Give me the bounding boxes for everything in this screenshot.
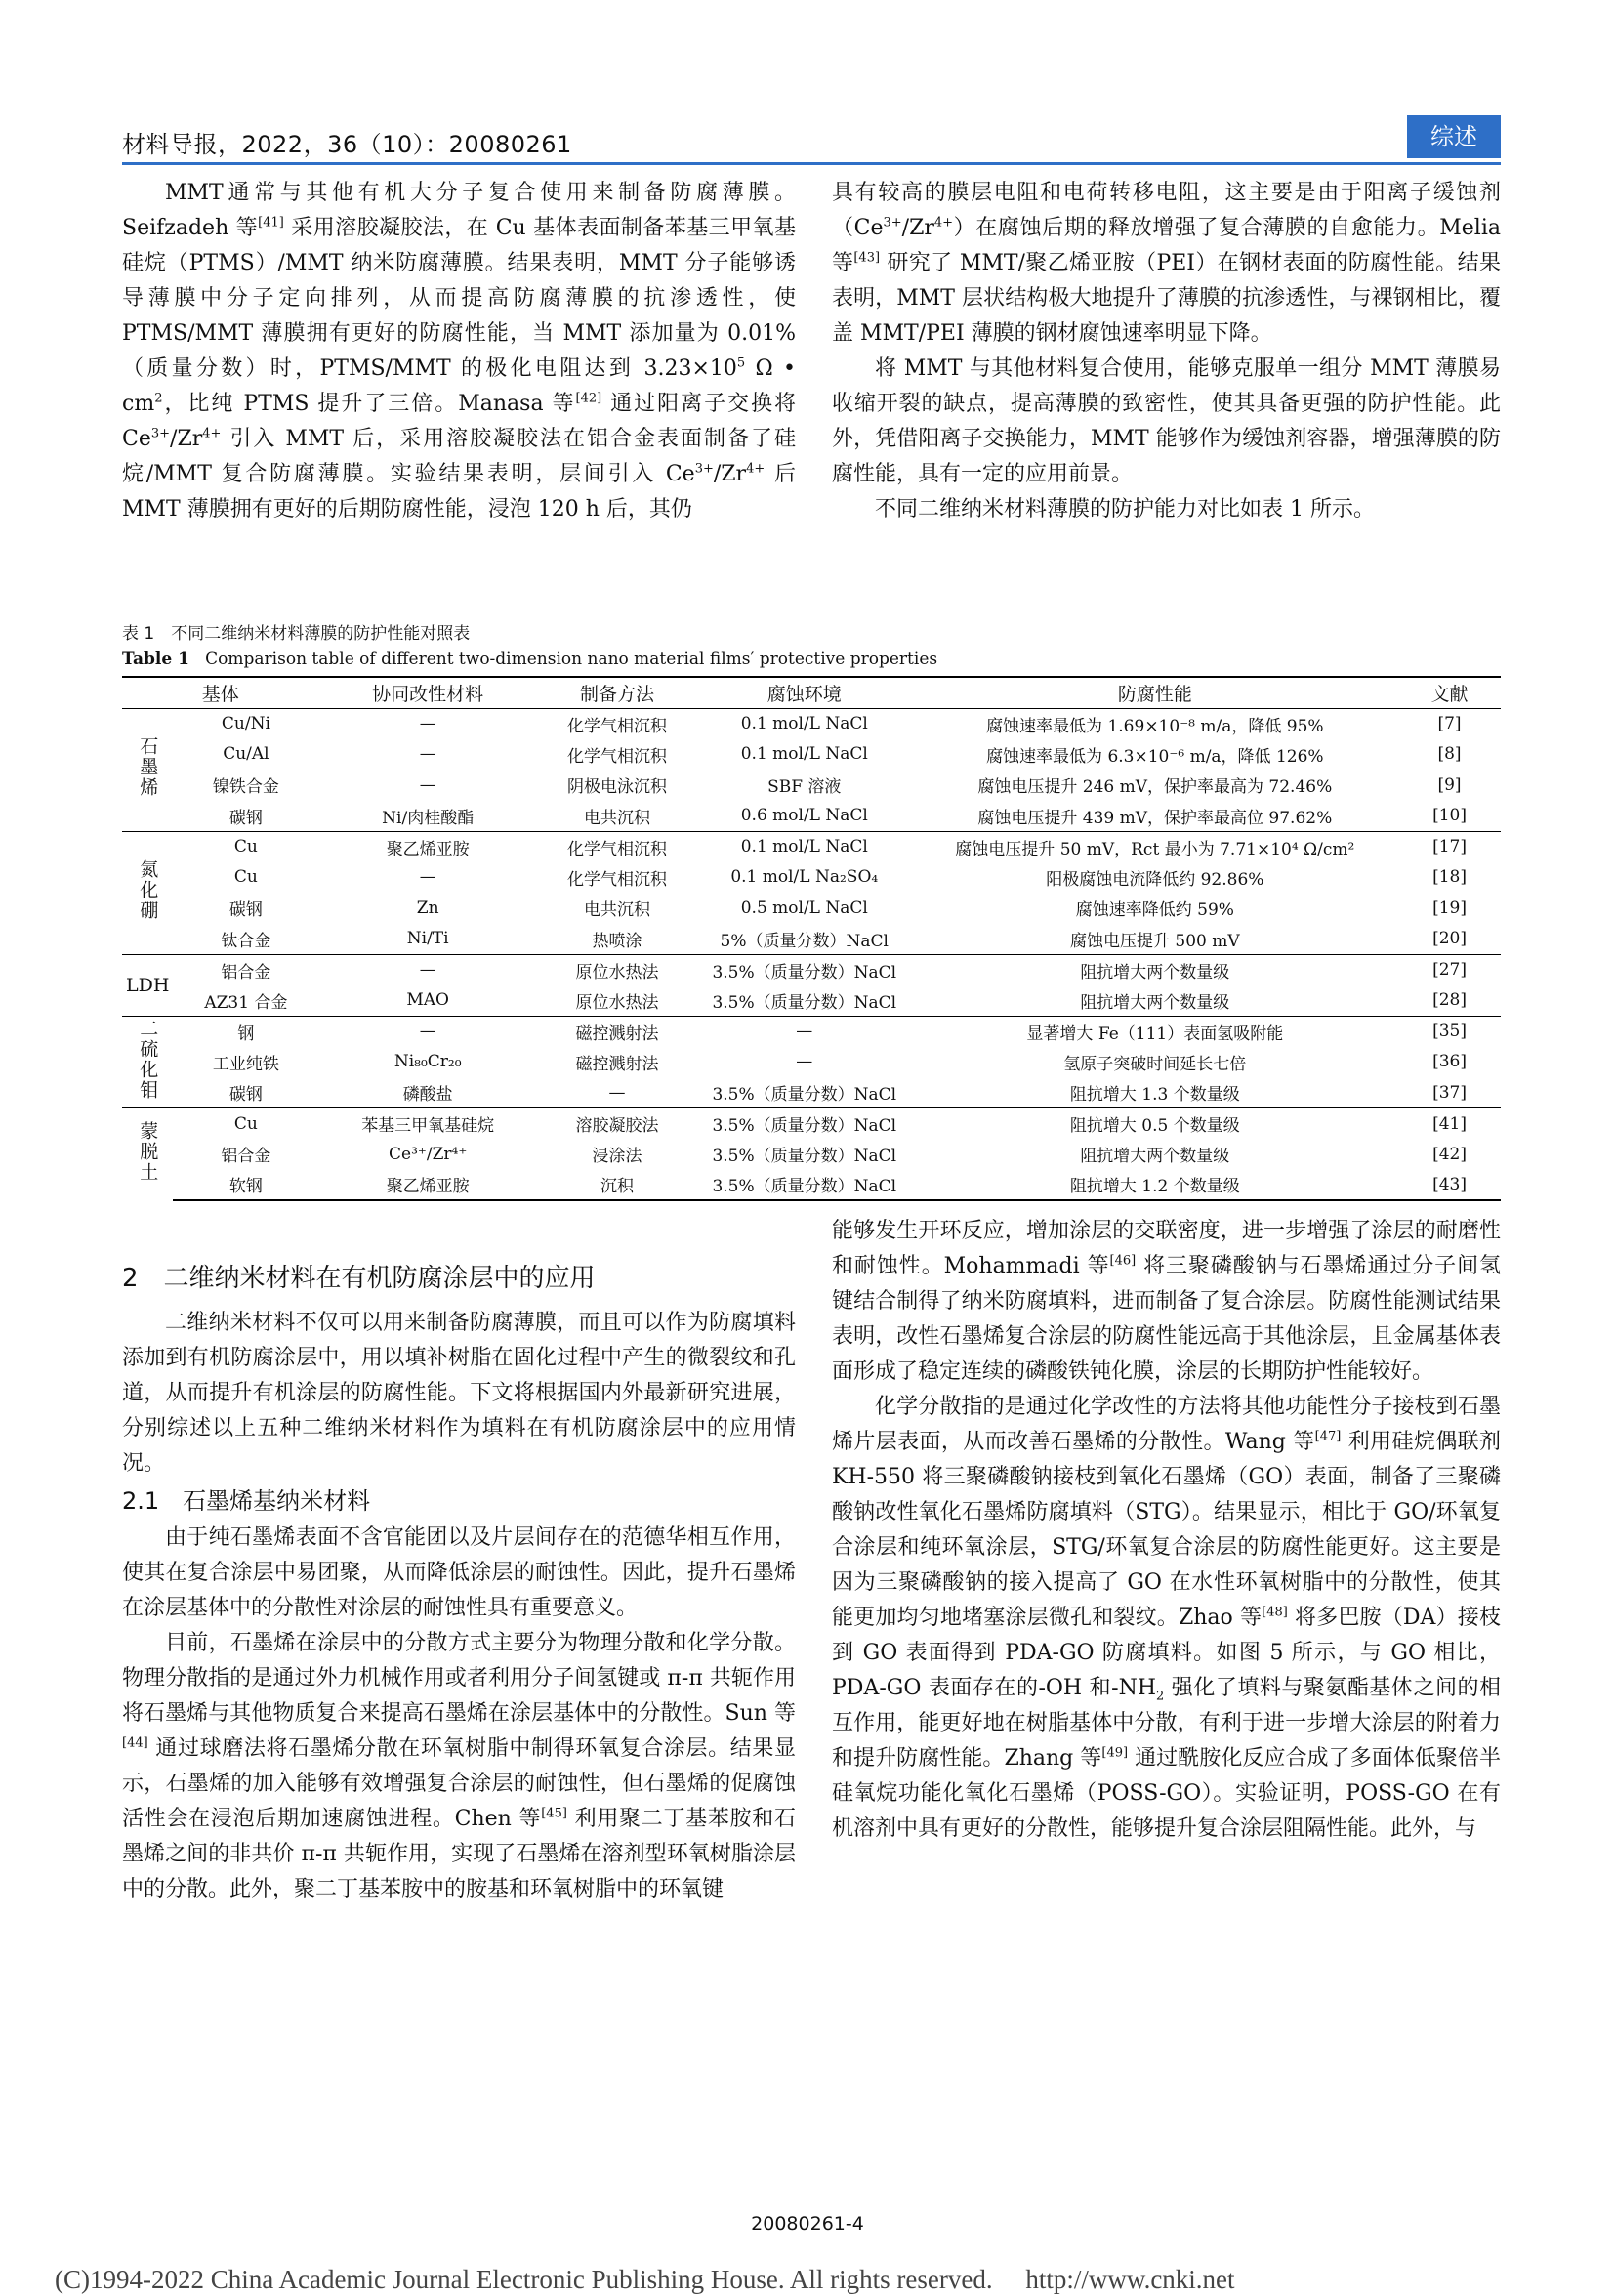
column-header: 腐蚀环境 <box>697 677 912 708</box>
paragraph: MMT通常与其他有机大分子复合使用来制备防腐薄膜。Seifzadeh 等[41] 采用溶胶凝胶法，在 Cu 基体表面制备苯基三甲氧基硅烷（PTMS）/MMT 纳米防腐薄膜。结果表明，MMT 分子能够诱导薄膜中分子定向排列，从而提高防腐薄膜的抗渗透性，使 PTMS/MMT 薄膜拥有更好的防腐性能，当 MMT 添加量为 0.01%（质量分数）时，PTMS/MMT 的极化电阻达到 $3.23\times 10^5$ Ω • $cm^2$，比纯 PTMS 提升了三倍。Manasa 等[42] 通过阳离子交换将 $Ce^{3+}/Zr^{4+}$ 引入 MMT 后，采用溶胶凝胶法在铝合金表面制备了硅烷/MMT 复合防腐薄膜。实验结果表明，层间引入 $Ce^{3+}/Zr^{4+}$ 后 MMT 薄膜拥有更好的后期防腐性能，浸泡 120 h 后，其仍 <box>122 181 797 522</box>
table-cell: Ni/肉桂酸酯 <box>382 808 475 828</box>
table-cell: 化学气相沉积 <box>566 746 667 767</box>
table-cell: [9] <box>1437 774 1462 795</box>
header-rule <box>122 162 1501 165</box>
material-group-label <box>122 831 173 954</box>
table-cell: 碳钢 <box>228 900 263 921</box>
table-cell: — <box>796 1052 813 1072</box>
table-cell: [42] <box>1432 1144 1467 1164</box>
table-cell: — <box>419 774 436 795</box>
table-cell: 阻抗增大 0.5 个数量级 <box>912 1108 1399 1140</box>
table-row <box>122 1016 1501 1047</box>
table-row <box>122 831 1501 862</box>
table-cell: 聚乙烯亚胺 <box>318 1170 537 1201</box>
column-header: 防腐性能 <box>912 677 1399 708</box>
table-cell: 化学气相沉积 <box>566 869 667 890</box>
table-cell: 腐蚀电压提升 50 mV，Rct 最小为 7.71×10⁴ Ω/cm² <box>912 831 1399 862</box>
table-cell: 阻抗增大两个数量级 <box>912 954 1399 985</box>
table-cell: 0.1 mol/L NaCl <box>740 714 868 733</box>
table-cell: 0.1 mol/L NaCl <box>740 744 868 765</box>
table-cell: 软钢 <box>173 1170 318 1201</box>
table-cell: 0.1 mol/L NaCl <box>697 831 912 862</box>
material-group-label <box>122 1108 173 1201</box>
material-group-label <box>122 1016 173 1108</box>
table-cell: 3.5%（质量分数）NaCl <box>697 1108 912 1140</box>
table-cell: 磁控溅射法 <box>575 1054 659 1074</box>
paragraph: 将 MMT 与其他材料复合使用，能够克服单一组分 MMT 薄膜易收缩开裂的缺点，提高薄膜的致密性，使其具备更强的防护性能。此外，凭借阳离子交换能力，MMT 能够作为缓蚀剂容器，增强薄膜的防腐性能，具有一定的应用前景。 <box>832 356 1501 486</box>
comparison-table <box>122 676 1501 1201</box>
table-cell: — <box>318 954 537 985</box>
material-group-label <box>122 708 173 831</box>
table-row <box>122 708 1501 739</box>
table-cell: 腐蚀电压提升 500 mV <box>1069 931 1240 951</box>
paragraph: 具有较高的膜层电阻和电荷转移电阻，这主要是由于阳离子缓蚀剂$(Ce^{3+}/Zr^{4+})$在腐蚀后期的释放增强了复合薄膜的自愈能力。Melia 等[43] 研究了 MMT/聚乙烯亚胺（PEI）在钢材表面的防腐性能。结果表明，MMT 层状结构极大地提升了薄膜的抗渗透性，与裸钢相比，覆盖 MMT/PEI 薄膜的钢材腐蚀速率明显下降。 <box>832 181 1501 346</box>
table-cell: Ni₈₀Cr₂₀ <box>393 1052 462 1072</box>
table-cell: 3.5%（质量分数）NaCl <box>697 954 912 985</box>
table-cell: 原位水热法 <box>575 992 659 1013</box>
table-cell: Cu/Ni <box>221 714 270 733</box>
table-cell: 磷酸盐 <box>402 1085 453 1105</box>
table-cell: [18] <box>1432 867 1467 888</box>
table-cell: 3.5%（质量分数）NaCl <box>712 992 897 1013</box>
table-row <box>122 801 1501 832</box>
table-cell: 电共沉积 <box>583 900 650 921</box>
table-cell: 聚乙烯亚胺 <box>318 831 537 862</box>
table-caption-cn: 表 1 不同二维纳米材料薄膜的防护性能对照表 <box>122 624 471 644</box>
table-row <box>122 893 1501 924</box>
material-group-text: 蒙脱土 <box>137 1121 159 1183</box>
paragraph: 二维纳米材料不仅可以用来制备防腐薄膜，而且可以作为防腐填料添加到有机防腐涂层中，用以填补树脂在固化过程中产生的微裂纹和孔道，从而提升有机涂层的防腐性能。下文将根据国内外最新研究进展，分别综述以上五种二维纳米材料作为填料在有机防腐涂层中的应用情况。 <box>122 1311 796 1476</box>
column-header: 制备方法 <box>537 677 697 708</box>
table-cell: 化学气相沉积 <box>566 716 667 736</box>
section-tag: 综述 <box>1407 115 1501 158</box>
paragraph: 由于纯石墨烯表面不含官能团以及片层间存在的范德华相互作用，使其在复合涂层中易团聚，从而降低涂层的耐蚀性。因此，提升石墨烯在涂层基体中的分散性对涂层的耐蚀性具有重要意义。 <box>122 1525 796 1620</box>
table-cell: 铝合金 <box>173 954 318 985</box>
table-cell: [28] <box>1432 990 1467 1010</box>
table-caption-en: Table 1 Comparison table of different two-dimension nano material films′ protective properties <box>122 649 938 669</box>
table-cell: 0.1 mol/L Na₂SO₄ <box>730 867 879 888</box>
table-cell: 腐蚀电压提升 439 mV，保护率最高位 97.62% <box>977 808 1333 828</box>
table-cell: 阻抗增大 1.3 个数量级 <box>1069 1085 1240 1105</box>
table-cell: 阻抗增大两个数量级 <box>1080 1147 1230 1167</box>
table-cell: [36] <box>1432 1052 1467 1072</box>
table-cell: MAO <box>406 990 449 1010</box>
table-cell: 沉积 <box>537 1170 697 1201</box>
table-row <box>122 985 1501 1017</box>
bottom-left-column <box>122 1255 796 1907</box>
paragraph: 不同二维纳米材料薄膜的防护能力对比如表 1 所示。 <box>875 497 1375 522</box>
top-left-column <box>122 176 796 527</box>
table-cell: Cu <box>173 831 318 862</box>
journal-info: 材料导报，2022，36（10）：20080261 <box>122 131 572 158</box>
table-cell: 腐蚀速率最低为 6.3×10⁻⁶ m/a，降低 126% <box>986 746 1324 767</box>
table-caption <box>122 621 1501 672</box>
table-row <box>122 1170 1501 1201</box>
table-row <box>122 862 1501 894</box>
table-cell: [7] <box>1437 714 1462 733</box>
table-cell: — <box>419 744 436 765</box>
table-cell: 碳钢 <box>228 1085 263 1105</box>
table-cell: [17] <box>1398 831 1501 862</box>
table-cell: 0.5 mol/L NaCl <box>740 898 868 918</box>
table-cell: [8] <box>1437 744 1462 765</box>
table-cell: 显著增大 Fe（111）表面氢吸附能 <box>912 1016 1399 1047</box>
table-cell: 腐蚀速率降低约 59% <box>1075 900 1234 921</box>
table-cell: — <box>697 1016 912 1047</box>
table-cell: — <box>318 1016 537 1047</box>
table-cell: 磁控溅射法 <box>537 1016 697 1047</box>
table-cell: 3.5%（质量分数）NaCl <box>712 1085 897 1105</box>
bottom-right-column <box>832 1214 1501 1847</box>
table-cell: 5%（质量分数）NaCl <box>720 931 889 951</box>
table-cell: 碳钢 <box>228 808 263 828</box>
table-cell: 氢原子突破时间延长七倍 <box>1063 1054 1247 1074</box>
table-cell: 原位水热法 <box>537 954 697 985</box>
table-cell: 3.5%（质量分数）NaCl <box>712 1147 897 1167</box>
material-group-label: LDH <box>122 954 173 1016</box>
table-cell: 腐蚀电压提升 246 mV，保护率最高为 72.46% <box>977 777 1333 798</box>
table-cell: 阳极腐蚀电流降低约 92.86% <box>1046 869 1264 890</box>
table-cell: 铝合金 <box>221 1147 271 1167</box>
table-row <box>122 954 1501 985</box>
table-cell: 钢 <box>173 1016 318 1047</box>
table-cell: SBF 溶液 <box>767 777 842 798</box>
copyright-notice: (C)1994-2022 China Academic Journal Electronic Publishing House. All rights reserved. http://www.cnki.net <box>55 2265 1235 2294</box>
table-cell: [35] <box>1398 1016 1501 1047</box>
section-heading: 2 二维纳米材料在有机防腐涂层中的应用 <box>122 1264 596 1293</box>
table-cell: 苯基三甲氧基硅烷 <box>318 1108 537 1140</box>
table-cell: Ce³⁺/Zr⁴⁺ <box>389 1144 468 1164</box>
table-cell: 阻抗增大两个数量级 <box>1080 992 1230 1013</box>
table-cell: [27] <box>1398 954 1501 985</box>
table-cell: [41] <box>1398 1108 1501 1140</box>
table-cell: 热喷涂 <box>592 931 642 951</box>
table-cell: 0.6 mol/L NaCl <box>740 806 868 825</box>
table-cell: 电共沉积 <box>583 808 650 828</box>
table-cell: 浸涂法 <box>592 1147 642 1167</box>
table-cell: AZ31 合金 <box>204 992 288 1013</box>
column-header: 协同改性材料 <box>318 677 537 708</box>
table-row <box>122 1108 1501 1140</box>
table-cell: 阴极电泳沉积 <box>566 777 667 798</box>
paragraph: 能够发生开环反应，增加涂层的交联密度，进一步增强了涂层的耐磨性和耐蚀性。Mohammadi 等[46] 将三聚磷酸钠与石墨烯通过分子间氢键结合制得了纳米防腐填料，进而制备了复合涂层。防腐性能测试结果表明，改性石墨烯复合涂层的防腐性能远高于其他涂层，且金属基体表面形成了稳定连续的磷酸铁钝化膜，涂层的长期防护性能较好。 <box>832 1219 1501 1384</box>
column-header: 文献 <box>1398 677 1501 708</box>
column-header: 基体 <box>122 677 318 708</box>
material-group-text: 二硫化钼 <box>137 1018 159 1101</box>
table-cell: 3.5%（质量分数）NaCl <box>697 1170 912 1201</box>
table-row <box>122 1047 1501 1078</box>
table-row <box>122 770 1501 801</box>
table-cell: — <box>419 714 436 733</box>
table-cell: [43] <box>1398 1170 1501 1201</box>
table-cell: 阻抗增大 1.2 个数量级 <box>912 1170 1399 1201</box>
table-cell: 腐蚀速率最低为 1.69×10⁻⁸ m/a，降低 95% <box>986 716 1324 736</box>
material-group-text: 石墨烯 <box>137 736 159 798</box>
page-number: 20080261-4 <box>751 2213 864 2234</box>
top-right-column <box>832 176 1501 527</box>
table-cell: [20] <box>1432 929 1467 948</box>
table-row <box>122 1139 1501 1170</box>
material-group-text: 氮化硼 <box>137 859 159 921</box>
table-cell: — <box>608 1082 626 1103</box>
page-header <box>122 115 1501 166</box>
paragraph: 化学分散指的是通过化学改性的方法将其他功能性分子接枝到石墨烯片层表面，从而改善石墨烯的分散性。Wang 等[47] 利用硅烷偶联剂 KH-550 将三聚磷酸钠接枝到氧化石墨烯（GO）表面，制备了三聚磷酸钠改性氧化石墨烯防腐填料（STG）。结果显示，相比于 GO/环氧复合涂层和纯环氧涂层，STG/环氧复合涂层的防腐性能更好。这主要是因为三聚磷酸钠的接入提高了 GO 在水性环氧树脂中的分散性，使其能更加均匀地堵塞涂层微孔和裂纹。Zhao 等[48] 将多巴胺（DA）接枝到 GO 表面得到 PDA-GO 防腐填料。如图 5 所示，与 GO 相比，PDA-GO 表面存在的-OH 和$-NH_2$ 强化了填料与聚氨酯基体之间的相互作用，能更好地在树脂基体中分散，有利于进一步增大涂层的附着力和提升防腐性能。Zhang 等[49] 通过酰胺化反应合成了多面体低聚倍半硅氧烷功能化氧化石墨烯（POSS-GO）。实验证明，POSS-GO 在有机溶剂中具有更好的分散性，能够提升复合涂层阻隔性能。此外，与 <box>832 1395 1501 1841</box>
table-header-row <box>122 677 1501 708</box>
table-cell: [37] <box>1432 1082 1467 1103</box>
table-row <box>122 1077 1501 1108</box>
table-cell: 镍铁合金 <box>212 777 279 798</box>
table-cell: Cu <box>233 867 258 888</box>
table-cell: [19] <box>1432 898 1467 918</box>
table-row <box>122 924 1501 955</box>
paragraph: 目前，石墨烯在涂层中的分散方式主要分为物理分散和化学分散。物理分散指的是通过外力机械作用或者利用分子间氢键或 π-π 共轭作用将石墨烯与其他物质复合来提高石墨烯在涂层基体中的分散性。Sun 等[44] 通过球磨法将石墨烯分散在环氧树脂中制得环氧复合涂层。结果显示，石墨烯的加入能够有效增强复合涂层的耐蚀性，但石墨烯的促腐蚀活性会在浸泡后期加速腐蚀进程。Chen 等[45] 利用聚二丁基苯胺和石墨烯之间的非共价 π-π 共轭作用，实现了石墨烯在溶剂型环氧树脂涂层中的分散。此外，聚二丁基苯胺中的胺基和环氧树脂中的环氧键 <box>122 1631 796 1901</box>
table-cell: Ni/Ti <box>406 929 449 948</box>
table-body <box>122 708 1501 1200</box>
table-cell: 溶胶凝胶法 <box>537 1108 697 1140</box>
table-cell: 化学气相沉积 <box>537 831 697 862</box>
table-cell: Zn <box>416 898 439 918</box>
table-cell: [10] <box>1432 806 1467 825</box>
table-cell: 钛合金 <box>221 931 271 951</box>
table-cell: Cu/Al <box>223 744 269 765</box>
table-cell: Cu <box>173 1108 318 1140</box>
table-row <box>122 739 1501 771</box>
subsection-heading: 2.1 石墨烯基纳米材料 <box>122 1487 371 1515</box>
table-cell: 工业纯铁 <box>212 1054 279 1074</box>
table-cell: — <box>419 867 436 888</box>
